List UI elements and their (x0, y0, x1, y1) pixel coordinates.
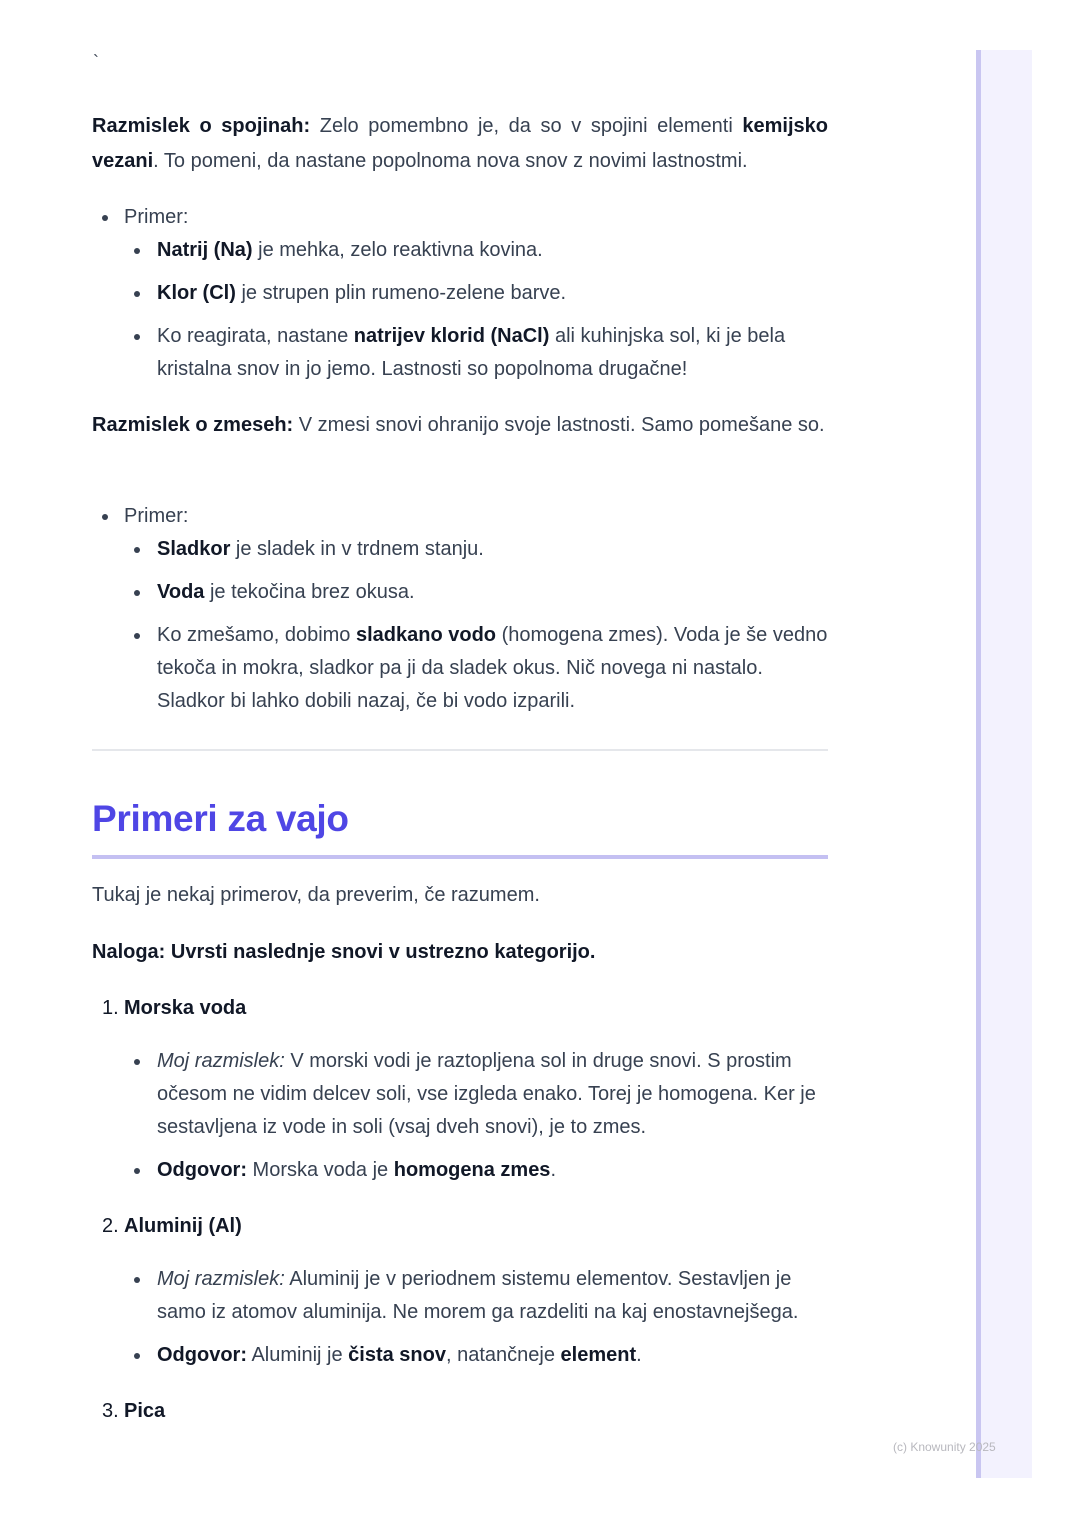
item-text: je strupen plin rumeno-zelene barve. (235, 282, 567, 304)
example-label: Primer: (124, 505, 189, 527)
bullet-icon (134, 633, 140, 639)
item-title: Pica (124, 1400, 166, 1422)
thinking-text: Aluminij je v periodnem sistemu elementov. Sestavljen je samo iz atomov aluminija. Ne morem ga razdeliti na kaj enostavnejšega. (157, 1268, 799, 1323)
mixtures-text: V zmesi snovi ohranijo svoje lastnosti. Samo pomešane so. (293, 414, 825, 436)
compounds-sublist (124, 234, 828, 386)
answer-text: . (550, 1159, 556, 1181)
bullet-icon (134, 248, 140, 254)
bullet-icon (102, 514, 108, 520)
thinking-label: Moj razmislek: (157, 1268, 285, 1290)
section-heading: Primeri za vajo (92, 795, 828, 859)
list-item (92, 201, 828, 386)
item-number: 2. (102, 1215, 119, 1237)
item-number: 1. (102, 997, 119, 1019)
bullet-icon (134, 590, 140, 596)
mixtures-paragraph (92, 408, 828, 443)
list-item (92, 500, 828, 718)
answer-label: Odgovor: (157, 1159, 247, 1181)
bullet-icon (134, 1277, 140, 1283)
answer-text: . (636, 1344, 642, 1366)
answer-text: Morska voda je (247, 1159, 394, 1181)
answer-bold: element (560, 1344, 637, 1366)
practice-task: Naloga: Uvrsti naslednje snovi v ustrezno kategorijo. (92, 941, 596, 963)
list-item (124, 533, 828, 566)
thinking-label: Moj razmislek: (157, 1050, 285, 1072)
item-pre: Ko reagirata, nastane (157, 325, 354, 347)
item-title: Morska voda (124, 997, 247, 1019)
bullet-icon (102, 215, 108, 221)
item-text: je tekočina brez okusa. (204, 581, 415, 603)
example-label: Primer: (124, 206, 189, 228)
copyright-footer: (c) Knowunity 2025 (893, 1440, 996, 1454)
practice-list-cont-2 (92, 1210, 828, 1372)
compounds-text-1: Zelo pomembno je, da so v spojini elementi (310, 115, 743, 137)
practice-item-3 (92, 1395, 828, 1428)
mixtures-label: Razmislek o zmeseh: (92, 414, 294, 436)
compounds-example-list (92, 201, 828, 386)
list-item (124, 277, 828, 310)
item-text: je mehka, zelo reaktivna kovina. (252, 239, 543, 261)
compounds-paragraph (92, 109, 828, 179)
item-bold: sladkano vodo (355, 624, 497, 646)
item-title: Aluminij (Al) (124, 1215, 242, 1237)
thinking-item (124, 1045, 828, 1144)
mixtures-sublist (124, 533, 828, 718)
mixtures-example-list (92, 500, 828, 718)
bullet-icon (134, 547, 140, 553)
item-text: (homogena zmes). Voda je še vedno tekoča in mokra, sladkor pa ji da sladek okus. Nič novega ni nastalo. Sladkor bi lahko dobili nazaj, če bi vodo izparili. (157, 624, 828, 712)
thinking-text: V morski vodi je raztopljena sol in druge snovi. S prostim očesom ne vidim delcev soli, vse izgleda enako. Torej je homogena. Ker je sestavljena iz vode in soli (vsaj dveh snovi), je to zmes. (157, 1050, 816, 1138)
answer-bold: homogena zmes (393, 1159, 551, 1181)
compounds-bold: kemijsko vezani (92, 115, 828, 172)
compounds-text-2: . To pomeni, da nastane popolnoma nova snov z novimi lastnostmi. (153, 150, 748, 172)
bullet-icon (134, 334, 140, 340)
practice-item-2 (92, 1210, 828, 1372)
section-divider (92, 749, 828, 751)
bullet-icon (134, 1168, 140, 1174)
answer-label: Odgovor: (157, 1344, 247, 1366)
practice-list (92, 992, 828, 1187)
item-text: ali kuhinjska sol, ki je bela kristalna snov in jo jemo. Lastnosti so popolnoma drugačne! (157, 325, 786, 380)
item-bold: Klor (Cl) (157, 282, 236, 304)
bullet-icon (134, 1059, 140, 1065)
bullet-icon (134, 1353, 140, 1359)
item-bold: Voda (157, 581, 205, 603)
answer-text: , natančneje (445, 1344, 561, 1366)
item-bold: natrijev klorid (NaCl) (353, 325, 550, 347)
item-bold: Natrij (Na) (157, 239, 253, 261)
stray-backtick: ` (93, 52, 99, 72)
answer-item (124, 1339, 828, 1372)
practice-item-2-details (124, 1263, 828, 1372)
answer-bold: čista snov (348, 1344, 446, 1366)
bullet-icon (134, 291, 140, 297)
item-bold: Sladkor (157, 538, 231, 560)
item-text: je sladek in v trdnem stanju. (230, 538, 484, 560)
practice-item-1-details (124, 1045, 828, 1187)
answer-text: Aluminij je (247, 1344, 349, 1366)
item-pre: Ko zmešamo, dobimo (157, 624, 356, 646)
list-item (124, 576, 828, 609)
answer-item (124, 1154, 828, 1187)
item-number: 3. (102, 1400, 119, 1422)
list-item (124, 320, 828, 386)
side-panel (976, 50, 1032, 1478)
practice-item-1 (92, 992, 828, 1187)
list-item (124, 619, 828, 718)
practice-list-cont-3 (92, 1395, 828, 1428)
list-item (124, 234, 828, 267)
thinking-item (124, 1263, 828, 1329)
compounds-label: Razmislek o spojinah: (92, 115, 311, 137)
practice-intro: Tukaj je nekaj primerov, da preverim, če razumem. (92, 884, 540, 906)
